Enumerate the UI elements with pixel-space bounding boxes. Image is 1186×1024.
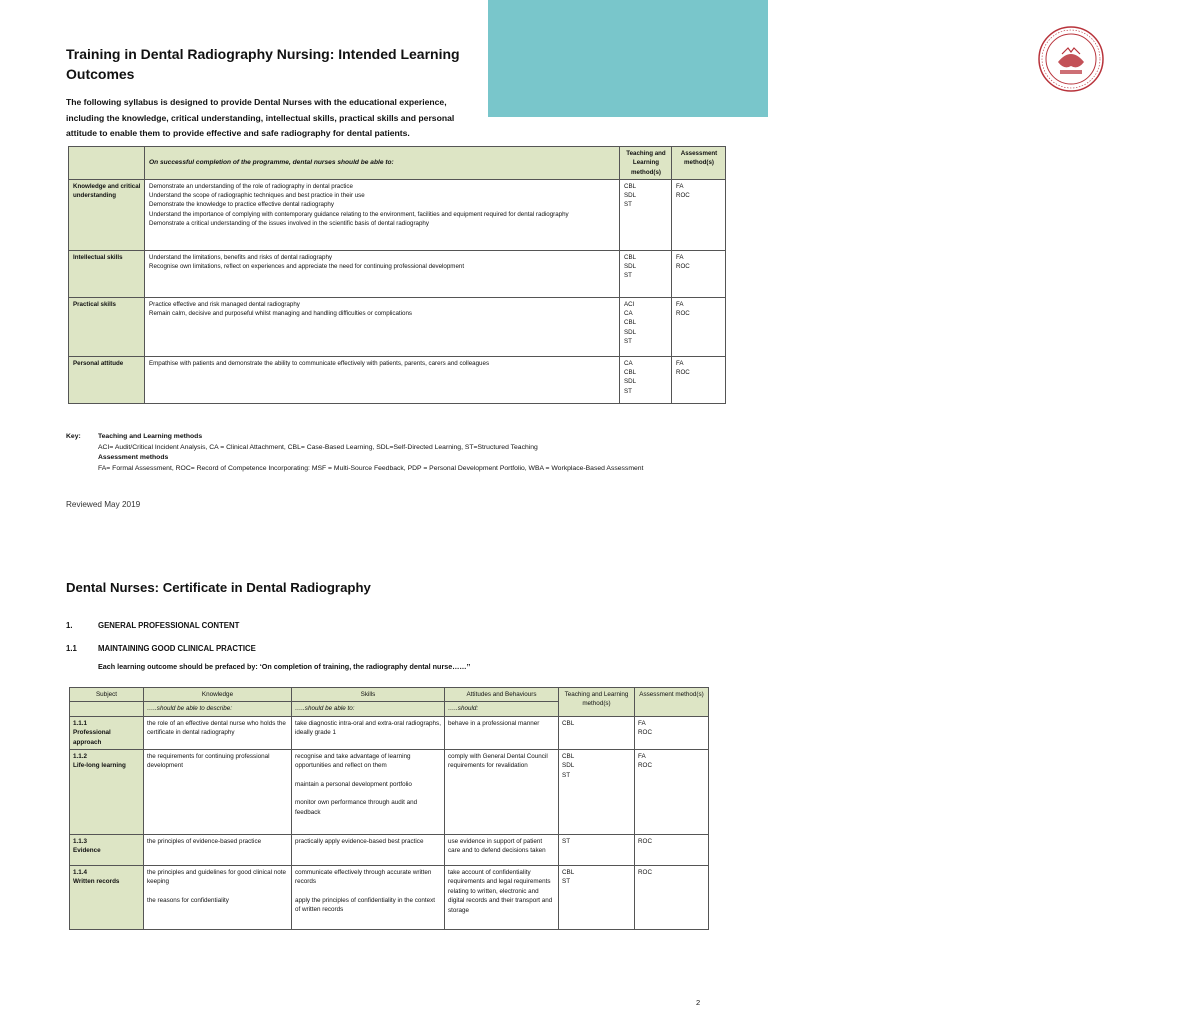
teaching-method-header: Teaching and Learning method(s): [559, 688, 635, 717]
outcomes-cell: [145, 179, 620, 250]
subject-cell: [70, 750, 144, 835]
knowledge-cell: [144, 716, 292, 749]
cell-text: communicate effectively through accurate written records: [295, 869, 432, 886]
reviewed-date: Reviewed May 2019: [66, 500, 141, 509]
outcome-item: Understand the scope of radiographic techniques and best practice in their use: [149, 192, 365, 200]
code: ROC: [676, 310, 690, 318]
subject-code: 1.1.4: [73, 869, 88, 877]
code: FA: [676, 182, 684, 190]
outcomes-cell: [145, 297, 620, 356]
teaching-codes: [559, 750, 635, 835]
outcome-item: Recognise own limitations, reflect on experiences and appreciate the need for continuing professional development: [149, 263, 465, 271]
clinical-practice-table: [69, 687, 709, 930]
knowledge-header: Knowledge: [144, 688, 292, 702]
row-label: Intellectual skills: [69, 250, 145, 297]
key-label: Key:: [66, 433, 81, 440]
skills-cell: [292, 835, 445, 866]
subject-cell: [70, 835, 144, 866]
cell-text: the reasons for confidentiality: [147, 896, 229, 904]
knowledge-cell: [144, 750, 292, 835]
skills-header: Skills: [292, 688, 445, 702]
skills-cell: [292, 750, 445, 835]
cell-text: the principles of evidence-based practice: [147, 838, 262, 846]
subject-name: Written records: [73, 878, 120, 886]
brand-banner: [488, 0, 1186, 117]
subject-code: 1.1.1: [73, 719, 88, 727]
intro-paragraph: The following syllabus is designed to provide Dental Nurses with the educational experience, including the knowledge, critical understanding, intellectual skills, practical skills and personal attitude to enable them to provide effective and safe radiography for dental patients.: [66, 97, 455, 138]
code: ROC: [676, 369, 690, 377]
code: CBL: [624, 369, 637, 377]
subject-name: Life-long learning: [73, 762, 126, 770]
cell-text: use evidence in support of patient care and to defend decisions taken: [448, 838, 546, 855]
table-row: [70, 866, 709, 930]
subject-cell: [70, 716, 144, 749]
header-empty-cell: [69, 147, 145, 180]
outcomes-cell: [145, 250, 620, 297]
code: ROC: [676, 263, 690, 271]
knowledge-cell: [144, 835, 292, 866]
assessment-codes: [672, 297, 726, 356]
attitudes-cell: [445, 750, 559, 835]
teaching-codes: [620, 356, 672, 403]
attitudes-header: Attitudes and Behaviours: [445, 688, 559, 702]
teaching-methods-heading: Teaching and Learning methods: [98, 433, 203, 440]
knowledge-subheader: …..should be able to describe:: [144, 702, 292, 716]
assessment-codes: [635, 716, 709, 749]
code: ST: [624, 201, 632, 209]
cell-text: monitor own performance through audit and feedback: [295, 799, 418, 816]
code: ST: [562, 771, 571, 779]
assessment-methods-heading: Assessment methods: [98, 454, 169, 462]
code: ACI: [624, 300, 635, 308]
code: SDL: [624, 378, 637, 386]
assessment-codes: [672, 356, 726, 403]
code: FA: [676, 253, 684, 261]
brand-line: National: [1115, 39, 1157, 51]
code: ST: [562, 878, 571, 886]
knowledge-cell: [144, 866, 292, 930]
teaching-codes: [620, 179, 672, 250]
assessment-codes: [635, 866, 709, 930]
cell-text: the role of an effective dental nurse who holds the certificate in dental radiography: [147, 719, 286, 737]
attitudes-cell: [445, 716, 559, 749]
section-heading: [66, 621, 239, 630]
outcome-item: Demonstrate an understanding of the role of radiography in dental practice: [149, 182, 353, 190]
code: ROC: [638, 729, 652, 737]
table-row: [69, 297, 726, 356]
section-heading-text: GENERAL PROFESSIONAL CONTENT: [98, 621, 240, 630]
table-header-row: [70, 688, 709, 702]
row-label: Practical skills: [69, 297, 145, 356]
assessment-methods-text: FA= Formal Assessment, ROC= Record of Competence Incorporating: MSF = Multi-Source Feedback, PDP = Personal Development Portfolio, WBA = Workplace-Based Assessment: [98, 465, 644, 473]
code: CBL: [624, 319, 637, 327]
assessment-codes: [672, 250, 726, 297]
teaching-method-header: Teaching and Learning method(s): [620, 147, 672, 180]
code: CA: [624, 310, 633, 318]
code: CBL: [562, 753, 575, 761]
outcome-item: Understand the limitations, benefits and risks of dental radiography: [149, 253, 332, 261]
code: ST: [624, 338, 632, 346]
subject-header: Subject: [70, 688, 144, 702]
table-row: [70, 716, 709, 749]
code: CA: [624, 359, 633, 367]
assessment-codes: [635, 835, 709, 866]
table-row: [69, 179, 726, 250]
cell-text: take diagnostic intra-oral and extra-oral radiographs, ideally grade 1: [295, 719, 441, 737]
page-number: 2: [696, 998, 701, 1007]
cell-text: the principles and guidelines for good clinical note keeping: [147, 869, 286, 886]
page-title: Training in Dental Radiography Nursing: Intended Learning Outcomes: [66, 46, 460, 82]
outcome-item: Practice effective and risk managed dental radiography: [149, 300, 300, 308]
cell-text: apply the principles of confidentiality in the context of written records: [295, 896, 436, 914]
code: ST: [562, 838, 571, 846]
teaching-methods-text: ACI= Audit/Critical Incident Analysis, CA = Clinical Attachment, CBL= Case-Based Learning, SDL=Self-Directed Learning, ST=Structured Teaching: [98, 443, 538, 451]
code: ROC: [638, 762, 652, 770]
cell-text: comply with General Dental Council requirements for revalidation: [448, 753, 548, 770]
code: SDL: [624, 263, 637, 271]
table-row: [69, 250, 726, 297]
section-title: Dental Nurses: Certificate in Dental Radiography: [66, 580, 371, 595]
attitudes-subheader: …..should:: [445, 702, 559, 716]
subject-code: 1.1.3: [73, 838, 88, 846]
assessment-codes: [672, 179, 726, 250]
teaching-codes: [559, 866, 635, 930]
cell-text: take account of confidentiality requirements and legal requirements relating to written, electronic and digital records and their transport and storage: [448, 869, 553, 914]
code: ST: [624, 387, 632, 395]
assessment-method-header: Assessment method(s): [635, 688, 709, 717]
assessment-method-header: Assessment method(s): [672, 147, 726, 180]
outcomes-cell: [145, 356, 620, 403]
key-section: [66, 432, 706, 475]
code: CBL: [624, 182, 637, 190]
examining-board-crest-icon: [1038, 26, 1104, 92]
outcome-item: Understand the importance of complying with contemporary guidance relating to the environment, facilities and equipment required for dental radiography: [149, 210, 569, 218]
skills-cell: [292, 716, 445, 749]
outcomes-lead: On successful completion of the programme, dental nurses should be able to:: [145, 147, 620, 180]
outcome-item: Remain calm, decisive and purposeful whilst managing and handling difficulties or complications: [149, 310, 412, 318]
row-label: Knowledge and critical understanding: [69, 179, 145, 250]
skills-cell: [292, 866, 445, 930]
code: ROC: [638, 838, 652, 846]
table-header-row: [69, 147, 726, 180]
table-row: [69, 356, 726, 403]
brand-line: Dental Nurses: [1115, 72, 1186, 84]
brand-line: Board for: [1115, 61, 1163, 73]
teaching-codes: [620, 297, 672, 356]
code: FA: [676, 300, 684, 308]
code: CBL: [562, 869, 575, 877]
attitudes-cell: [445, 866, 559, 930]
assessment-codes: [635, 750, 709, 835]
subject-name: Evidence: [73, 847, 101, 855]
code: FA: [676, 359, 684, 367]
cell-text: maintain a personal development portfolio: [295, 780, 412, 788]
code: CBL: [624, 253, 637, 261]
subject-name: Professional approach: [73, 729, 111, 746]
cell-text: recognise and take advantage of learning opportunities and reflect on them: [295, 753, 411, 770]
cell-text: practically apply evidence-based best practice: [295, 838, 424, 846]
code: ST: [624, 272, 632, 280]
outcome-item: Empathise with patients and demonstrate the ability to communicate effectively with patients, parents, carers and colleagues: [149, 359, 490, 367]
brand-line: Examining: [1115, 50, 1169, 62]
code: ROC: [638, 869, 652, 877]
cell-text: the requirements for continuing professional development: [147, 753, 270, 770]
cell-text: behave in a professional manner: [448, 719, 540, 727]
preface-text: Each learning outcome should be prefaced by: ‘On completion of training, the radiography dental nurse……’’: [98, 662, 471, 671]
attitudes-cell: [445, 835, 559, 866]
code: ROC: [676, 192, 690, 200]
code: SDL: [624, 328, 637, 336]
outcome-item: Demonstrate the knowledge to practice effective dental radiography: [149, 201, 334, 209]
code: SDL: [624, 192, 637, 200]
subject-cell: [70, 866, 144, 930]
code: SDL: [562, 762, 575, 770]
subject-subheader: [70, 702, 144, 716]
section-number: 1.1: [66, 644, 77, 653]
subject-code: 1.1.2: [73, 753, 88, 761]
learning-outcomes-table: [68, 146, 726, 404]
table-row: [70, 750, 709, 835]
teaching-codes: [620, 250, 672, 297]
section-number: 1.: [66, 621, 73, 630]
teaching-codes: [559, 716, 635, 749]
brand-name: [1115, 40, 1186, 84]
code: CBL: [562, 719, 575, 727]
code: FA: [638, 719, 646, 727]
outcome-item: Demonstrate a critical understanding of the issues involved in the scientific basis of dental radiography: [149, 220, 429, 228]
code: FA: [638, 753, 646, 761]
section-heading-text: MAINTAINING GOOD CLINICAL PRACTICE: [98, 644, 256, 653]
skills-subheader: …..should be able to:: [292, 702, 445, 716]
teaching-codes: [559, 835, 635, 866]
table-row: [70, 835, 709, 866]
row-label: Personal attitude: [69, 356, 145, 403]
subsection-heading: [66, 644, 256, 653]
